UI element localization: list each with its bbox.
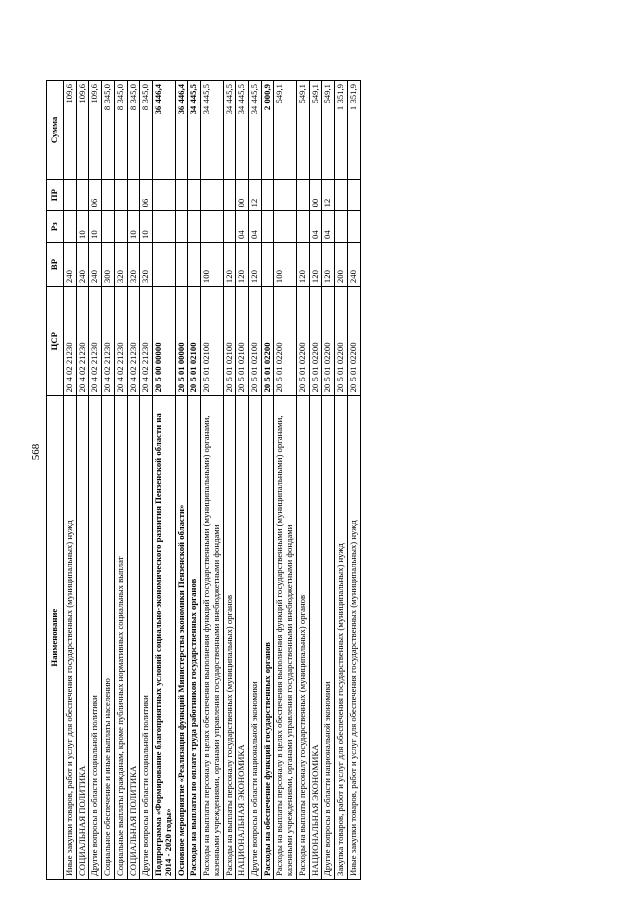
cell-sum: 34 445,5 [249, 81, 262, 180]
cell-name: Расходы на обеспечение функций государственных органов [261, 396, 274, 880]
table-row [249, 81, 262, 880]
cell-rz: 10 [89, 211, 102, 243]
cell-pr [261, 179, 274, 211]
cell-csr: 20 5 01 02100 [188, 287, 201, 396]
cell-pr: 00 [236, 179, 249, 211]
cell-pr [296, 179, 309, 211]
cell-csr: 20 5 01 02100 [201, 287, 223, 396]
cell-vr: 240 [76, 242, 89, 286]
table-row [114, 81, 127, 880]
cell-rz [201, 211, 223, 243]
cell-vr: 120 [296, 242, 309, 286]
table-row [102, 81, 115, 880]
cell-csr: 20 4 02 21230 [102, 287, 115, 396]
cell-name: Социальные выплаты гражданам, кроме публичных нормативных социальных выплат [114, 396, 127, 880]
cell-pr [153, 179, 175, 211]
table-body [64, 81, 361, 880]
table-row [309, 81, 322, 880]
cell-rz [223, 211, 236, 243]
cell-name: Расходы на выплаты по оплате труда работников государственных органов [188, 396, 201, 880]
cell-name: Иные закупки товаров, работ и услуг для обеспечения государственных (муниципальных) нужд [64, 396, 77, 880]
cell-pr [274, 179, 296, 211]
cell-pr [201, 179, 223, 211]
cell-csr: 20 5 01 00000 [175, 287, 188, 396]
cell-pr [175, 179, 188, 211]
cell-pr [347, 179, 360, 211]
cell-pr [114, 179, 127, 211]
cell-rz [335, 211, 348, 243]
cell-vr [153, 242, 175, 286]
header-csr: ЦСР [47, 287, 64, 396]
table-row [335, 81, 348, 880]
cell-rz [114, 211, 127, 243]
cell-pr [188, 179, 201, 211]
cell-name: Расходы на выплаты персоналу государственных (муниципальных) органов [296, 396, 309, 880]
cell-name: Социальное обеспечение и иные выплаты населению [102, 396, 115, 880]
cell-csr: 20 5 01 02100 [223, 287, 236, 396]
cell-sum: 549,1 [322, 81, 335, 180]
cell-sum: 109,6 [64, 81, 77, 180]
cell-vr: 120 [249, 242, 262, 286]
cell-sum: 36 446,4 [153, 81, 175, 180]
header-name: Наименование [47, 396, 64, 880]
cell-sum: 8 345,0 [102, 81, 115, 180]
cell-name: СОЦИАЛЬНАЯ ПОЛИТИКА [127, 396, 140, 880]
cell-rz [153, 211, 175, 243]
table-row [76, 81, 89, 880]
cell-rz [347, 211, 360, 243]
cell-csr: 20 4 02 21230 [76, 287, 89, 396]
cell-vr [175, 242, 188, 286]
cell-sum: 8 345,0 [127, 81, 140, 180]
cell-csr: 20 5 00 00000 [153, 287, 175, 396]
cell-vr: 100 [274, 242, 296, 286]
cell-name: НАЦИОНАЛЬНАЯ ЭКОНОМИКА [309, 396, 322, 880]
cell-vr: 320 [140, 242, 153, 286]
cell-rz: 10 [140, 211, 153, 243]
cell-vr: 200 [335, 242, 348, 286]
cell-name: Расходы на выплаты персоналу в целях обеспечения выполнения функций государственными (муниципальными) органами, казенными учреждениями, органами управления государственными внебюджетными фондами [274, 396, 296, 880]
cell-name: Закупка товаров, работ и услуг для обеспечения государственных (муниципальных) нужд [335, 396, 348, 880]
cell-vr: 120 [236, 242, 249, 286]
cell-sum: 549,1 [274, 81, 296, 180]
cell-csr: 20 4 02 21230 [64, 287, 77, 396]
table-row [347, 81, 360, 880]
cell-sum: 2 000,9 [261, 81, 274, 180]
table-row [223, 81, 236, 880]
cell-pr: 12 [322, 179, 335, 211]
cell-rz: 04 [322, 211, 335, 243]
table-row [236, 81, 249, 880]
cell-rz: 04 [309, 211, 322, 243]
cell-csr: 20 5 01 02100 [236, 287, 249, 396]
cell-sum: 8 345,0 [114, 81, 127, 180]
cell-rz [188, 211, 201, 243]
cell-csr: 20 5 01 02200 [347, 287, 360, 396]
table-row [64, 81, 77, 880]
cell-vr: 300 [102, 242, 115, 286]
header-vr: ВР [47, 242, 64, 286]
cell-csr: 20 4 02 21230 [114, 287, 127, 396]
cell-rz [175, 211, 188, 243]
header-sum: Сумма [47, 81, 64, 180]
cell-csr: 20 4 02 21230 [89, 287, 102, 396]
cell-rz: 10 [127, 211, 140, 243]
cell-pr: 00 [309, 179, 322, 211]
cell-csr: 20 5 01 02200 [322, 287, 335, 396]
cell-sum: 549,1 [309, 81, 322, 180]
cell-vr: 320 [127, 242, 140, 286]
cell-pr [335, 179, 348, 211]
cell-name: Расходы на выплаты персоналу государственных (муниципальных) органов [223, 396, 236, 880]
table-row [89, 81, 102, 880]
cell-pr [223, 179, 236, 211]
cell-csr: 20 4 02 21230 [127, 287, 140, 396]
table-row [322, 81, 335, 880]
cell-vr: 120 [322, 242, 335, 286]
cell-rz [296, 211, 309, 243]
rotated-page-content [46, 80, 594, 880]
table-row [274, 81, 296, 880]
cell-pr: 12 [249, 179, 262, 211]
cell-sum: 34 445,5 [223, 81, 236, 180]
cell-rz [64, 211, 77, 243]
cell-rz: 04 [249, 211, 262, 243]
table-row [201, 81, 223, 880]
cell-pr [76, 179, 89, 211]
cell-vr: 240 [64, 242, 77, 286]
cell-sum: 1 351,9 [335, 81, 348, 180]
cell-pr [102, 179, 115, 211]
cell-rz [261, 211, 274, 243]
cell-csr: 20 5 01 02200 [274, 287, 296, 396]
cell-rz: 04 [236, 211, 249, 243]
cell-vr: 120 [309, 242, 322, 286]
cell-sum: 34 445,5 [201, 81, 223, 180]
header-pr: ПР [47, 179, 64, 211]
table-row [140, 81, 153, 880]
cell-name: Основное мероприятие «Реализация функций Министерства экономики Пензенской области» [175, 396, 188, 880]
cell-vr: 100 [201, 242, 223, 286]
cell-pr [127, 179, 140, 211]
cell-vr: 120 [223, 242, 236, 286]
cell-csr: 20 5 01 02100 [249, 287, 262, 396]
cell-sum: 34 445,5 [236, 81, 249, 180]
cell-sum: 34 445,5 [188, 81, 201, 180]
cell-sum: 36 446,4 [175, 81, 188, 180]
cell-name: Другие вопросы в области национальной экономики [322, 396, 335, 880]
cell-sum: 1 351,9 [347, 81, 360, 180]
cell-pr: 06 [140, 179, 153, 211]
table-row [261, 81, 274, 880]
page-number: 568 [30, 443, 42, 461]
cell-sum: 109,6 [76, 81, 89, 180]
cell-vr [261, 242, 274, 286]
cell-name: Расходы на выплаты персоналу в целях обеспечения выполнения функций государственными (муниципальными) органами, казенными учреждениями, органами управления государственными внебюджетными фондами [201, 396, 223, 880]
header-rz: Рз [47, 211, 64, 243]
cell-csr: 20 5 01 02200 [335, 287, 348, 396]
cell-rz [102, 211, 115, 243]
table-header-row [47, 81, 64, 880]
cell-csr: 20 5 01 02200 [309, 287, 322, 396]
table-row [127, 81, 140, 880]
cell-vr: 240 [89, 242, 102, 286]
cell-csr: 20 5 01 02200 [261, 287, 274, 396]
table-row [153, 81, 175, 880]
cell-name: Другие вопросы в области социальной политики [89, 396, 102, 880]
cell-rz: 10 [76, 211, 89, 243]
cell-name: Другие вопросы в области национальной экономики [249, 396, 262, 880]
cell-sum: 8 345,0 [140, 81, 153, 180]
table-row [296, 81, 309, 880]
cell-sum: 549,1 [296, 81, 309, 180]
cell-csr: 20 5 01 02200 [296, 287, 309, 396]
budget-table [46, 80, 361, 880]
cell-name: НАЦИОНАЛЬНАЯ ЭКОНОМИКА [236, 396, 249, 880]
cell-csr: 20 4 02 21230 [140, 287, 153, 396]
cell-vr: 320 [114, 242, 127, 286]
cell-name: СОЦИАЛЬНАЯ ПОЛИТИКА [76, 396, 89, 880]
cell-name: Иные закупки товаров, работ и услуг для обеспечения государственных (муниципальных) нужд [347, 396, 360, 880]
cell-pr: 06 [89, 179, 102, 211]
cell-rz [274, 211, 296, 243]
cell-pr [64, 179, 77, 211]
cell-sum: 109,6 [89, 81, 102, 180]
cell-vr: 240 [347, 242, 360, 286]
table-row [175, 81, 188, 880]
table-row [188, 81, 201, 880]
cell-vr [188, 242, 201, 286]
cell-name: Другие вопросы в области социальной политики [140, 396, 153, 880]
cell-name: Подпрограмма «Формирование благоприятных условий социально-экономического развития Пензенской области на 2014 - 2020 годы» [153, 396, 175, 880]
